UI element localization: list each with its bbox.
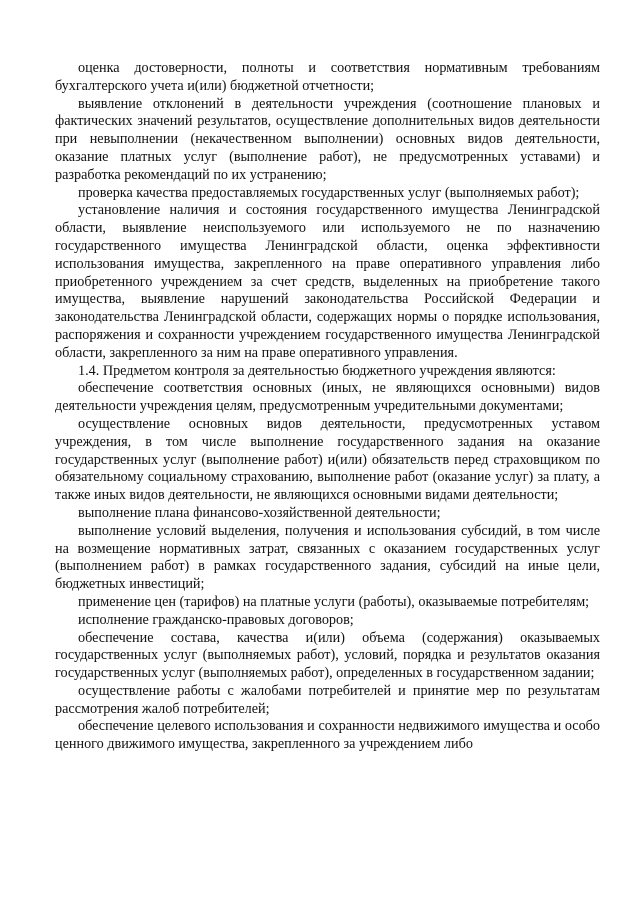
paragraph-8: выполнение плана финансово-хозяйственной деятельности; [78,504,441,521]
paragraph-11: исполнение гражданско-правовых договоров; [78,611,354,628]
paragraph-2: выявление отклонений в деятельности учреждения (соотношение плановых и фактических значений результатов, осуществление дополнительных видов деятельности при невыполнении (некачественном выполнении) основных видов деятельности, оказание платных услуг (выполнение работ), не предусмотренных уставами) и разработка рекомендаций по их устранению; [55,95,600,183]
paragraph-13: осуществление работы с жалобами потребителей и принятие мер по результатам рассмотрения жалоб потребителей; [55,682,600,717]
paragraph-4: установление наличия и состояния государственного имущества Ленинградской области, выявление неиспользуемого или используемого не по назначению государственного имущества Ленинградской области, оценка эффективности использования имущества, закрепленного на праве оперативного управления либо приобретенного учреждением за счет средств, выделенных на приобретение такого имущества, выявление нарушений законодательства Российской Федерации и законодательства Ленинградской области, содержащих нормы о порядке использования, распоряжения и сохранности учреждением государственного имущества Ленинградской области, закрепленного за ним на праве оперативного управления. [55,202,600,361]
paragraph-14: обеспечение целевого использования и сохранности недвижимого имущества и особо ценного движимого имущества, закрепленного за учреждением либо [55,718,600,753]
paragraph-6: обеспечение соответствия основных (иных, не являющихся основными) видов деятельности учреждения целям, предусмотренным учредительными документами; [55,380,600,415]
paragraph-9: выполнение условий выделения, получения и использования субсидий, в том числе на возмещение нормативных затрат, связанных с оказанием государственных услуг (выполнением работ) в рамках государственного задания, субсидий на иные цели, бюджетных инвестиций; [55,522,600,593]
section-heading-1-4: 1.4. Предметом контроля за деятельностью бюджетного учреждения являются: [78,362,556,379]
paragraph-1: оценка достоверности, полноты и соответствия нормативным требованиям бухгалтерского учета и(или) бюджетной отчетности; [55,60,600,94]
paragraph-3: проверка качества предоставляемых государственных услуг (выполняемых работ); [78,184,580,201]
paragraph-12: обеспечение состава, качества и(или) объема (содержания) оказываемых государственных услуг (выполняемых работ), условий, порядка и результатов оказания государственных услуг (выполняемых работ), определенных в государственном задании; [55,629,600,682]
document-body [55,60,600,754]
paragraph-7: осуществление основных видов деятельности, предусмотренных уставом учреждения, в том числе выполнение государственного задания на оказание государственных услуг (выполнение работ) и(или) обязательств перед страховщиком по обязательному социальному страхованию, выполнение работ (оказание услуг) за плату, а также иных видов деятельности, не являющихся основными видами деятельности; [55,415,600,504]
paragraph-10: применение цен (тарифов) на платные услуги (работы), оказываемые потребителям; [78,593,590,610]
